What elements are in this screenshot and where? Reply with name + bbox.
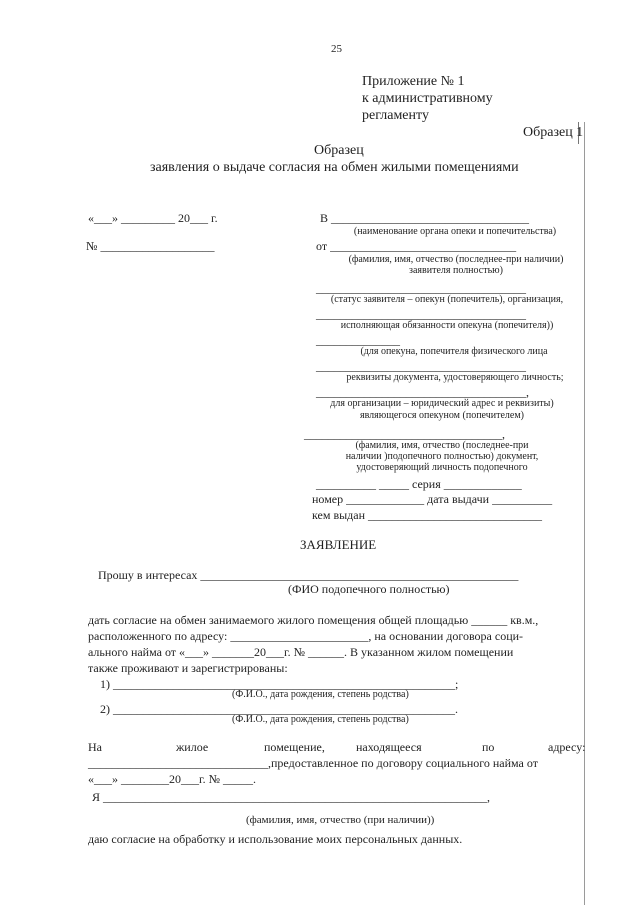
ward-caption-3: удостоверяющий личность подопечного — [356, 462, 528, 473]
document-caption: реквизиты документа, удостоверяющего личность; — [346, 372, 564, 383]
date-field: «___» _________ 20___ г. — [88, 211, 218, 225]
page-number: 25 — [331, 43, 342, 55]
blank-line-1: ___________________________________ — [316, 281, 526, 295]
from-caption-1: (фамилия, имя, отчество (последнее-при наличии) — [348, 254, 564, 265]
resident-item-1-caption: (Ф.И.О., дата рождения, степень родства) — [232, 689, 409, 700]
paragraph-line-7: «___» ________20___г. № _____. — [88, 772, 257, 786]
appendix-line-2: к административному — [362, 91, 493, 106]
org-caption-2: являющегося опекуном (попечителем) — [359, 410, 525, 421]
issued-by-line: кем выдан _____________________________ — [312, 508, 543, 522]
appendix-line-1: Приложение № 1 — [362, 74, 465, 89]
blank-line-3: ______________ — [316, 333, 400, 347]
paragraph-line-6: ______________________________,предоставленное по договору социального найма от — [88, 756, 538, 770]
paragraph-line-2: расположенного по адресу: _______________________, на основании договора соци- — [88, 629, 524, 643]
paragraph-line-3: ального найма от «___» _______20___г. № ______. В указанном жилом помещении — [88, 645, 514, 659]
consent-text: даю согласие на обработку и использование моих персональных данных. — [88, 832, 463, 846]
series-line: __________ _____ серия _____________ — [316, 477, 522, 491]
title-line-1: Образец — [314, 143, 364, 158]
guardian-caption: (для опекуна, попечителя физического лица — [360, 346, 548, 357]
consent-caption: (фамилия, имя, отчество (при наличии)) — [246, 814, 435, 826]
paragraph-line-1: дать согласие на обмен занимаемого жилого помещения общей площадью ______ кв.м., — [88, 613, 539, 627]
address-word-5: по — [482, 740, 495, 754]
request-line: Прошу в интересах _____________________________________________________ — [98, 568, 519, 582]
blank-line-4: ___________________________________ — [316, 359, 526, 373]
org-caption-1: для организации – юридический адрес и реквизиты) — [330, 398, 554, 409]
title-line-2: заявления о выдаче согласия на обмен жилыми помещениями — [150, 160, 519, 175]
recipient-line: В _________________________________ — [320, 211, 530, 225]
number-field: № ___________________ — [86, 239, 215, 253]
address-word-2: жилое — [176, 740, 209, 754]
ward-caption-2: наличии )подопечного полностью) документ, — [345, 451, 539, 462]
ward-caption-1: (фамилия, имя, отчество (последнее-при — [355, 440, 529, 451]
consent-line: Я ________________________________________________________________, — [92, 790, 491, 804]
request-caption: (ФИО подопечного полностью) — [288, 582, 450, 596]
address-word-1: На — [88, 740, 102, 754]
address-word-6: адресу: — [548, 740, 586, 754]
resident-item-1: 1) _________________________________________________________; — [100, 677, 459, 691]
resident-item-2: 2) _________________________________________________________. — [100, 702, 458, 716]
recipient-caption: (наименование органа опеки и попечительства) — [353, 226, 557, 237]
number-issue-line: номер _____________ дата выдачи __________ — [312, 492, 553, 506]
statement-heading: ЗАЯВЛЕНИЕ — [300, 537, 377, 552]
status-caption-2: исполняющая обязанности опекуна (попечителя)) — [340, 320, 554, 331]
blank-line-6: _________________________________, — [304, 427, 505, 441]
from-line: от _______________________________ — [316, 239, 517, 253]
page-edge-line — [584, 122, 585, 905]
from-caption-2: заявителя полностью) — [409, 265, 503, 276]
blank-line-5: ___________________________________, — [316, 385, 529, 399]
sample-label: Образец 1 — [523, 125, 584, 140]
address-word-3: помещение, — [264, 740, 325, 754]
resident-item-2-caption: (Ф.И.О., дата рождения, степень родства) — [232, 714, 409, 725]
paragraph-line-4: также проживают и зарегистрированы: — [88, 661, 288, 675]
status-caption: (статус заявителя – опекун (попечитель), организация, — [330, 294, 564, 305]
address-word-4: находящееся — [356, 740, 422, 754]
blank-line-2: ___________________________________ — [316, 307, 526, 321]
appendix-line-3: регламенту — [362, 108, 429, 123]
